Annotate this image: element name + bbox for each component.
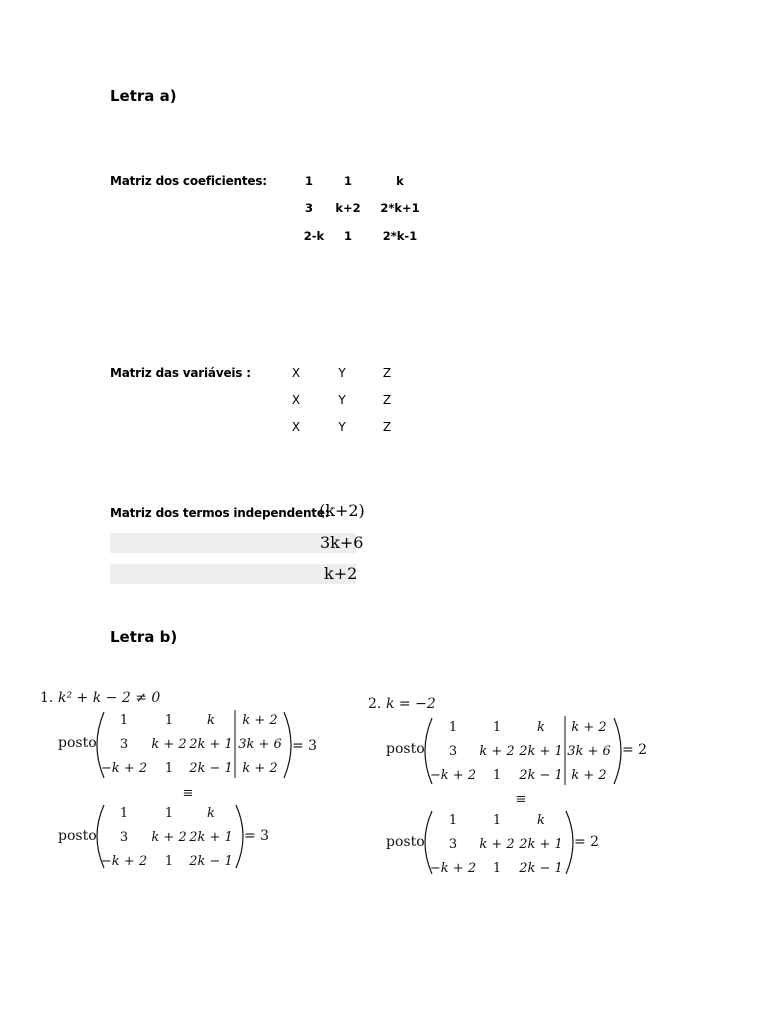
case2-coef-cell: 3 — [448, 837, 458, 852]
case2-aug-cell: −k + 2 — [429, 768, 477, 783]
case1-number: 1. — [40, 690, 54, 706]
coef-cell: 2*k+1 — [380, 201, 420, 215]
case2-eq1: = 2 — [622, 742, 648, 758]
case2-coef-cell: 1 — [448, 813, 458, 828]
coef-cell: 1 — [343, 229, 352, 243]
case2-aug-cell: 1 — [492, 720, 502, 735]
var-cell: Z — [382, 393, 392, 407]
coef-cell: 2*k-1 — [382, 229, 418, 243]
coef-cell: 2-k — [303, 229, 325, 243]
coef-cell: 1 — [343, 174, 352, 188]
coef-cell: 3 — [304, 201, 313, 215]
var-cell: X — [291, 420, 301, 434]
case2-posto-2: posto — [386, 834, 425, 850]
case1-aug-cell: 3k + 6 — [238, 737, 282, 752]
indep-value: k+2 — [324, 564, 358, 583]
case2-condition: k = −2 — [386, 696, 436, 712]
case2-coef-cell: 2k − 1 — [519, 861, 563, 876]
right-paren — [236, 805, 243, 868]
case1-condition: k² + k − 2 ≠ 0 — [58, 690, 161, 706]
case1-aug-cell: 1 — [164, 761, 174, 776]
indep-value: 3k+6 — [320, 533, 364, 552]
right-paren — [284, 712, 291, 778]
vars-matrix-label: Matriz das variáveis : — [110, 366, 251, 380]
case1-coef-cell: k + 2 — [151, 830, 187, 845]
case2-math-figure — [366, 690, 658, 888]
case2-aug-cell: k — [537, 720, 545, 735]
var-cell: Y — [338, 366, 346, 380]
case1-aug-cell: k — [207, 713, 215, 728]
case2-coef-cell: k + 2 — [479, 837, 515, 852]
case1-math-figure — [38, 684, 328, 880]
indep-matrix-label: Matriz dos termos independente: — [110, 506, 330, 520]
case2-eq2: = 2 — [574, 834, 600, 850]
letra-a-heading: Letra a) — [110, 87, 177, 105]
case1-math-svg — [38, 684, 328, 880]
case1-aug-cell: 1 — [164, 713, 174, 728]
case1-coef-cell: 1 — [119, 806, 129, 821]
case2-aug-cell: 1 — [448, 720, 458, 735]
case1-posto-2: posto — [58, 828, 97, 844]
case1-aug-cell: 3 — [119, 737, 129, 752]
case1-aug-cell: −k + 2 — [100, 761, 148, 776]
case2-aug-cell: k + 2 — [479, 744, 515, 759]
case2-aug-cell: 3k + 6 — [567, 744, 611, 759]
coef-cell: 1 — [304, 174, 313, 188]
letra-b-heading: Letra b) — [110, 628, 178, 646]
var-cell: Z — [382, 420, 392, 434]
case1-coef-cell: −k + 2 — [100, 854, 148, 869]
case2-aug-cell: 2k − 1 — [519, 768, 563, 783]
case1-aug-cell: 2k − 1 — [189, 761, 233, 776]
case2-aug-cell: 3 — [448, 744, 458, 759]
case1-aug-cell: k + 2 — [242, 713, 278, 728]
case2-posto-1: posto — [386, 741, 425, 757]
case2-coef-cell: k — [537, 813, 545, 828]
case1-eq1: = 3 — [292, 738, 318, 754]
case2-math-svg — [366, 690, 658, 888]
var-cell: Y — [338, 420, 346, 434]
case2-coef-cell: 2k + 1 — [519, 837, 563, 852]
case1-coef-cell: 3 — [119, 830, 129, 845]
coef-cell: k — [396, 174, 404, 188]
case2-coef-cell: 1 — [492, 861, 502, 876]
var-cell: Z — [382, 366, 392, 380]
var-cell: X — [291, 393, 301, 407]
coef-cell: k+2 — [335, 201, 361, 215]
indep-row-bg — [110, 564, 356, 584]
var-cell: Y — [338, 393, 346, 407]
coef-matrix-label: Matriz dos coeficientes: — [110, 174, 267, 188]
case2-aug-cell: k + 2 — [571, 720, 607, 735]
right-paren — [566, 811, 573, 874]
case1-coef-cell: 1 — [164, 854, 174, 869]
case1-aug-cell: 2k + 1 — [189, 737, 233, 752]
case1-aug-cell: k + 2 — [151, 737, 187, 752]
case2-coef-cell: 1 — [492, 813, 502, 828]
case2-aug-cell: 1 — [492, 768, 502, 783]
case1-aug-cell: k + 2 — [242, 761, 278, 776]
case2-aug-cell: 2k + 1 — [519, 744, 563, 759]
case1-aug-cell: 1 — [119, 713, 129, 728]
case1-coef-cell: 2k − 1 — [189, 854, 233, 869]
case1-equiv: ≡ — [182, 786, 194, 801]
case2-equiv: ≡ — [515, 792, 527, 807]
case1-coef-cell: 1 — [164, 806, 174, 821]
case1-posto-1: posto — [58, 735, 97, 751]
right-paren — [614, 718, 621, 784]
var-cell: X — [291, 366, 301, 380]
case2-coef-cell: −k + 2 — [429, 861, 477, 876]
case1-eq2: = 3 — [244, 828, 270, 844]
case2-number: 2. — [368, 696, 382, 712]
case1-coef-cell: k — [207, 806, 215, 821]
case2-aug-cell: k + 2 — [571, 768, 607, 783]
indep-value: (k+2) — [319, 501, 365, 520]
case1-coef-cell: 2k + 1 — [189, 830, 233, 845]
